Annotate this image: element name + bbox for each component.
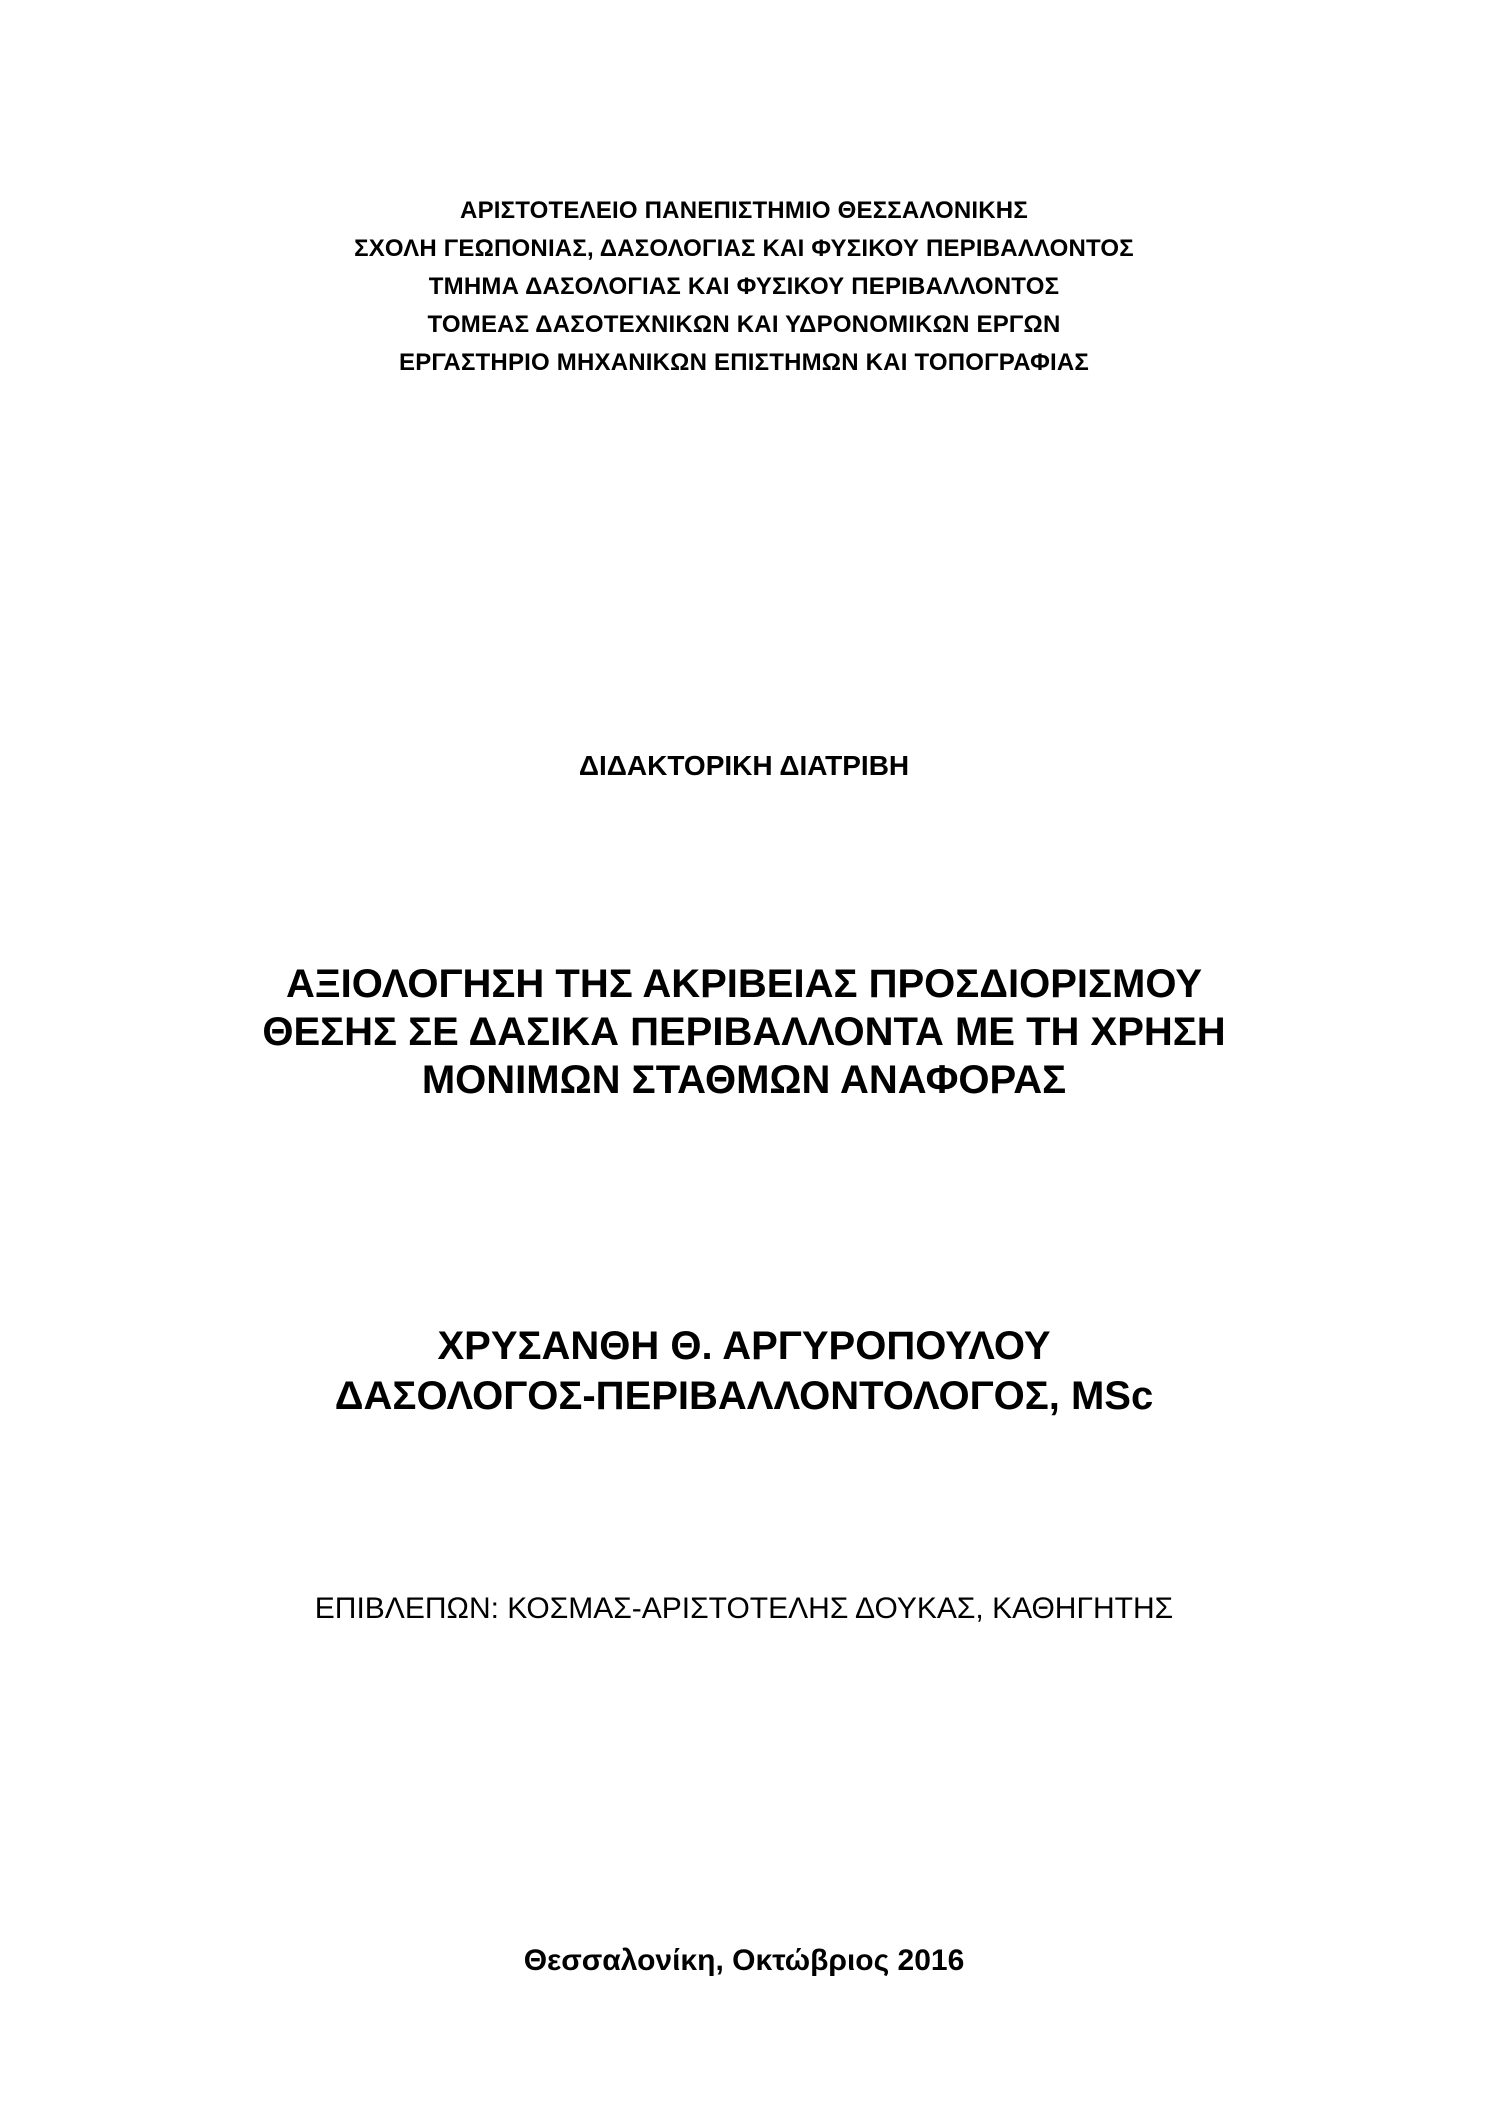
institution-header (0, 192, 1488, 382)
thesis-title-line: ΑΞΙΟΛΟΓΗΣΗ ΤΗΣ ΑΚΡΙΒΕΙΑΣ ΠΡΟΣΔΙΟΡΙΣΜΟΥ (285, 962, 1203, 1006)
division-name: ΤΟΜΕΑΣ ΔΑΣΟΤΕΧΝΙΚΩΝ ΚΑΙ ΥΔΡΟΝΟΜΙΚΩΝ ΕΡΓΩΝ (427, 311, 1061, 338)
school-name: ΣΧΟΛΗ ΓΕΩΠΟΝΙΑΣ, ΔΑΣΟΛΟΓΙΑΣ ΚΑΙ ΦΥΣΙΚΟΥ ΠΕΡΙΒΑΛΛΟΝΤΟΣ (354, 235, 1134, 262)
thesis-title-line: ΘΕΣΗΣ ΣΕ ΔΑΣΙΚΑ ΠΕΡΙΒΑΛΛΟΝΤΑ ΜΕ ΤΗ ΧΡΗΣΗ (262, 1010, 1226, 1054)
university-name: ΑΡΙΣΤΟΤΕΛΕΙΟ ΠΑΝΕΠΙΣΤΗΜΙΟ ΘΕΣΣΑΛΟΝΙΚΗΣ (460, 197, 1028, 224)
thesis-type: ΔΙΔΑΚΤΟΡΙΚΗ ΔΙΑΤΡΙΒΗ (578, 750, 910, 781)
thesis-title-line: ΜΟΝΙΜΩΝ ΣΤΑΘΜΩΝ ΑΝΑΦΟΡΑΣ (421, 1058, 1067, 1102)
supervisor: ΕΠΙΒΛΕΠΩΝ: ΚΟΣΜΑΣ-ΑΡΙΣΤΟΤΕΛΗΣ ΔΟΥΚΑΣ, ΚΑΘΗΓΗΤΗΣ (314, 1592, 1174, 1625)
thesis-title (0, 960, 1488, 1104)
author-profession: ΔΑΣΟΛΟΓΟΣ-ΠΕΡΙΒΑΛΛΟΝΤΟΛΟΓΟΣ, MSc (334, 1374, 1154, 1418)
author-name: ΧΡΥΣΑΝΘΗ Θ. ΑΡΓΥΡΟΠΟΥΛΟΥ (437, 1324, 1051, 1368)
author-block (0, 1321, 1488, 1421)
place-date: Θεσσαλονίκη, Οκτώβριος 2016 (523, 1944, 965, 1977)
department-name: ΤΜΗΜΑ ΔΑΣΟΛΟΓΙΑΣ ΚΑΙ ΦΥΣΙΚΟΥ ΠΕΡΙΒΑΛΛΟΝΤΟΣ (428, 273, 1060, 300)
laboratory-name: ΕΡΓΑΣΤΗΡΙΟ ΜΗΧΑΝΙΚΩΝ ΕΠΙΣΤΗΜΩΝ ΚΑΙ ΤΟΠΟΓΡΑΦΙΑΣ (399, 349, 1089, 376)
